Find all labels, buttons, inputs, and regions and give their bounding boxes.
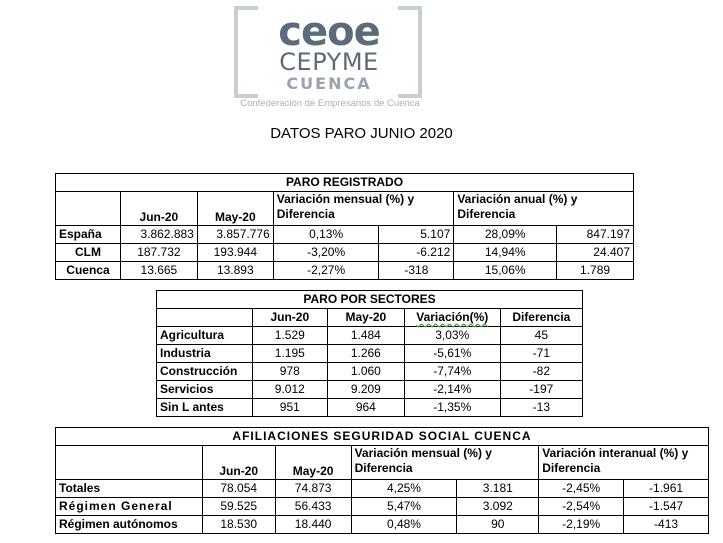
table-row: Régimen autónomos 18.530 18.440 0,48% 90 -2,19% -413 xyxy=(56,516,709,534)
col-diferencia: Diferencia xyxy=(500,309,582,327)
col-jun: Jun-20 xyxy=(202,446,275,480)
logo-ceoe: ceoe xyxy=(278,9,380,55)
col-jun: Jun-20 xyxy=(252,309,327,327)
table-row: Agricultura 1.529 1.484 3,03% 45 xyxy=(157,327,583,345)
col-may: May-20 xyxy=(275,446,351,480)
col-may: May-20 xyxy=(197,192,273,226)
paro-sectores-heading: PARO POR SECTORES xyxy=(157,291,583,309)
table-row: España 3.862.883 3.857.776 0,13% 5.107 28,09% 847.197 xyxy=(56,226,634,244)
col-variacion-mensual: Variación mensual (%) y Diferencia xyxy=(351,446,539,480)
table-row: Sin L antes 951 964 -1,35% -13 xyxy=(157,399,583,417)
logo-cuenca: CUENCA xyxy=(286,74,372,93)
afiliaciones-heading: AFILIACIONES SEGURIDAD SOCIAL CUENCA xyxy=(56,428,709,446)
document-title: DATOS PARO JUNIO 2020 xyxy=(270,125,453,142)
col-variacion: Variación(%) xyxy=(416,310,489,324)
afiliaciones-table xyxy=(55,427,709,534)
col-variacion-mensual: Variación mensual (%) y Diferencia xyxy=(273,192,454,226)
table-row: Régimen General 59.525 56.433 5,47% 3.092 -2,54% -1.547 xyxy=(56,498,709,516)
table-row: Servicios 9.012 9.209 -2,14% -197 xyxy=(157,381,583,399)
ceoe-cepyme-logo xyxy=(234,6,426,110)
col-variacion-anual: Variación anual (%) y Diferencia xyxy=(454,192,634,226)
paro-registrado-heading: PARO REGISTRADO xyxy=(56,174,634,192)
table-row: Totales 78.054 74.873 4,25% 3.181 -2,45% -1.961 xyxy=(56,480,709,498)
table-row: Industria 1.195 1.266 -5,61% -71 xyxy=(157,345,583,363)
col-jun: Jun-20 xyxy=(120,192,197,226)
logo-cepyme: CEPYME xyxy=(279,48,379,76)
paro-sectores-table xyxy=(156,290,583,417)
table-row: CLM 187.732 193.944 -3,20% -6.212 14,94% 24.407 xyxy=(56,244,634,262)
table-row: Cuenca 13.665 13.893 -2,27% -318 15,06% 1.789 xyxy=(56,262,634,280)
logo-tagline: Confederación de Empresarios de Cuenca xyxy=(240,98,420,109)
col-variacion-interanual: Variación interanual (%) y Diferencia xyxy=(539,446,709,480)
table-row: Construcción 978 1.060 -7,74% -82 xyxy=(157,363,583,381)
paro-registrado-table xyxy=(55,173,634,280)
col-may: May-20 xyxy=(327,309,404,327)
